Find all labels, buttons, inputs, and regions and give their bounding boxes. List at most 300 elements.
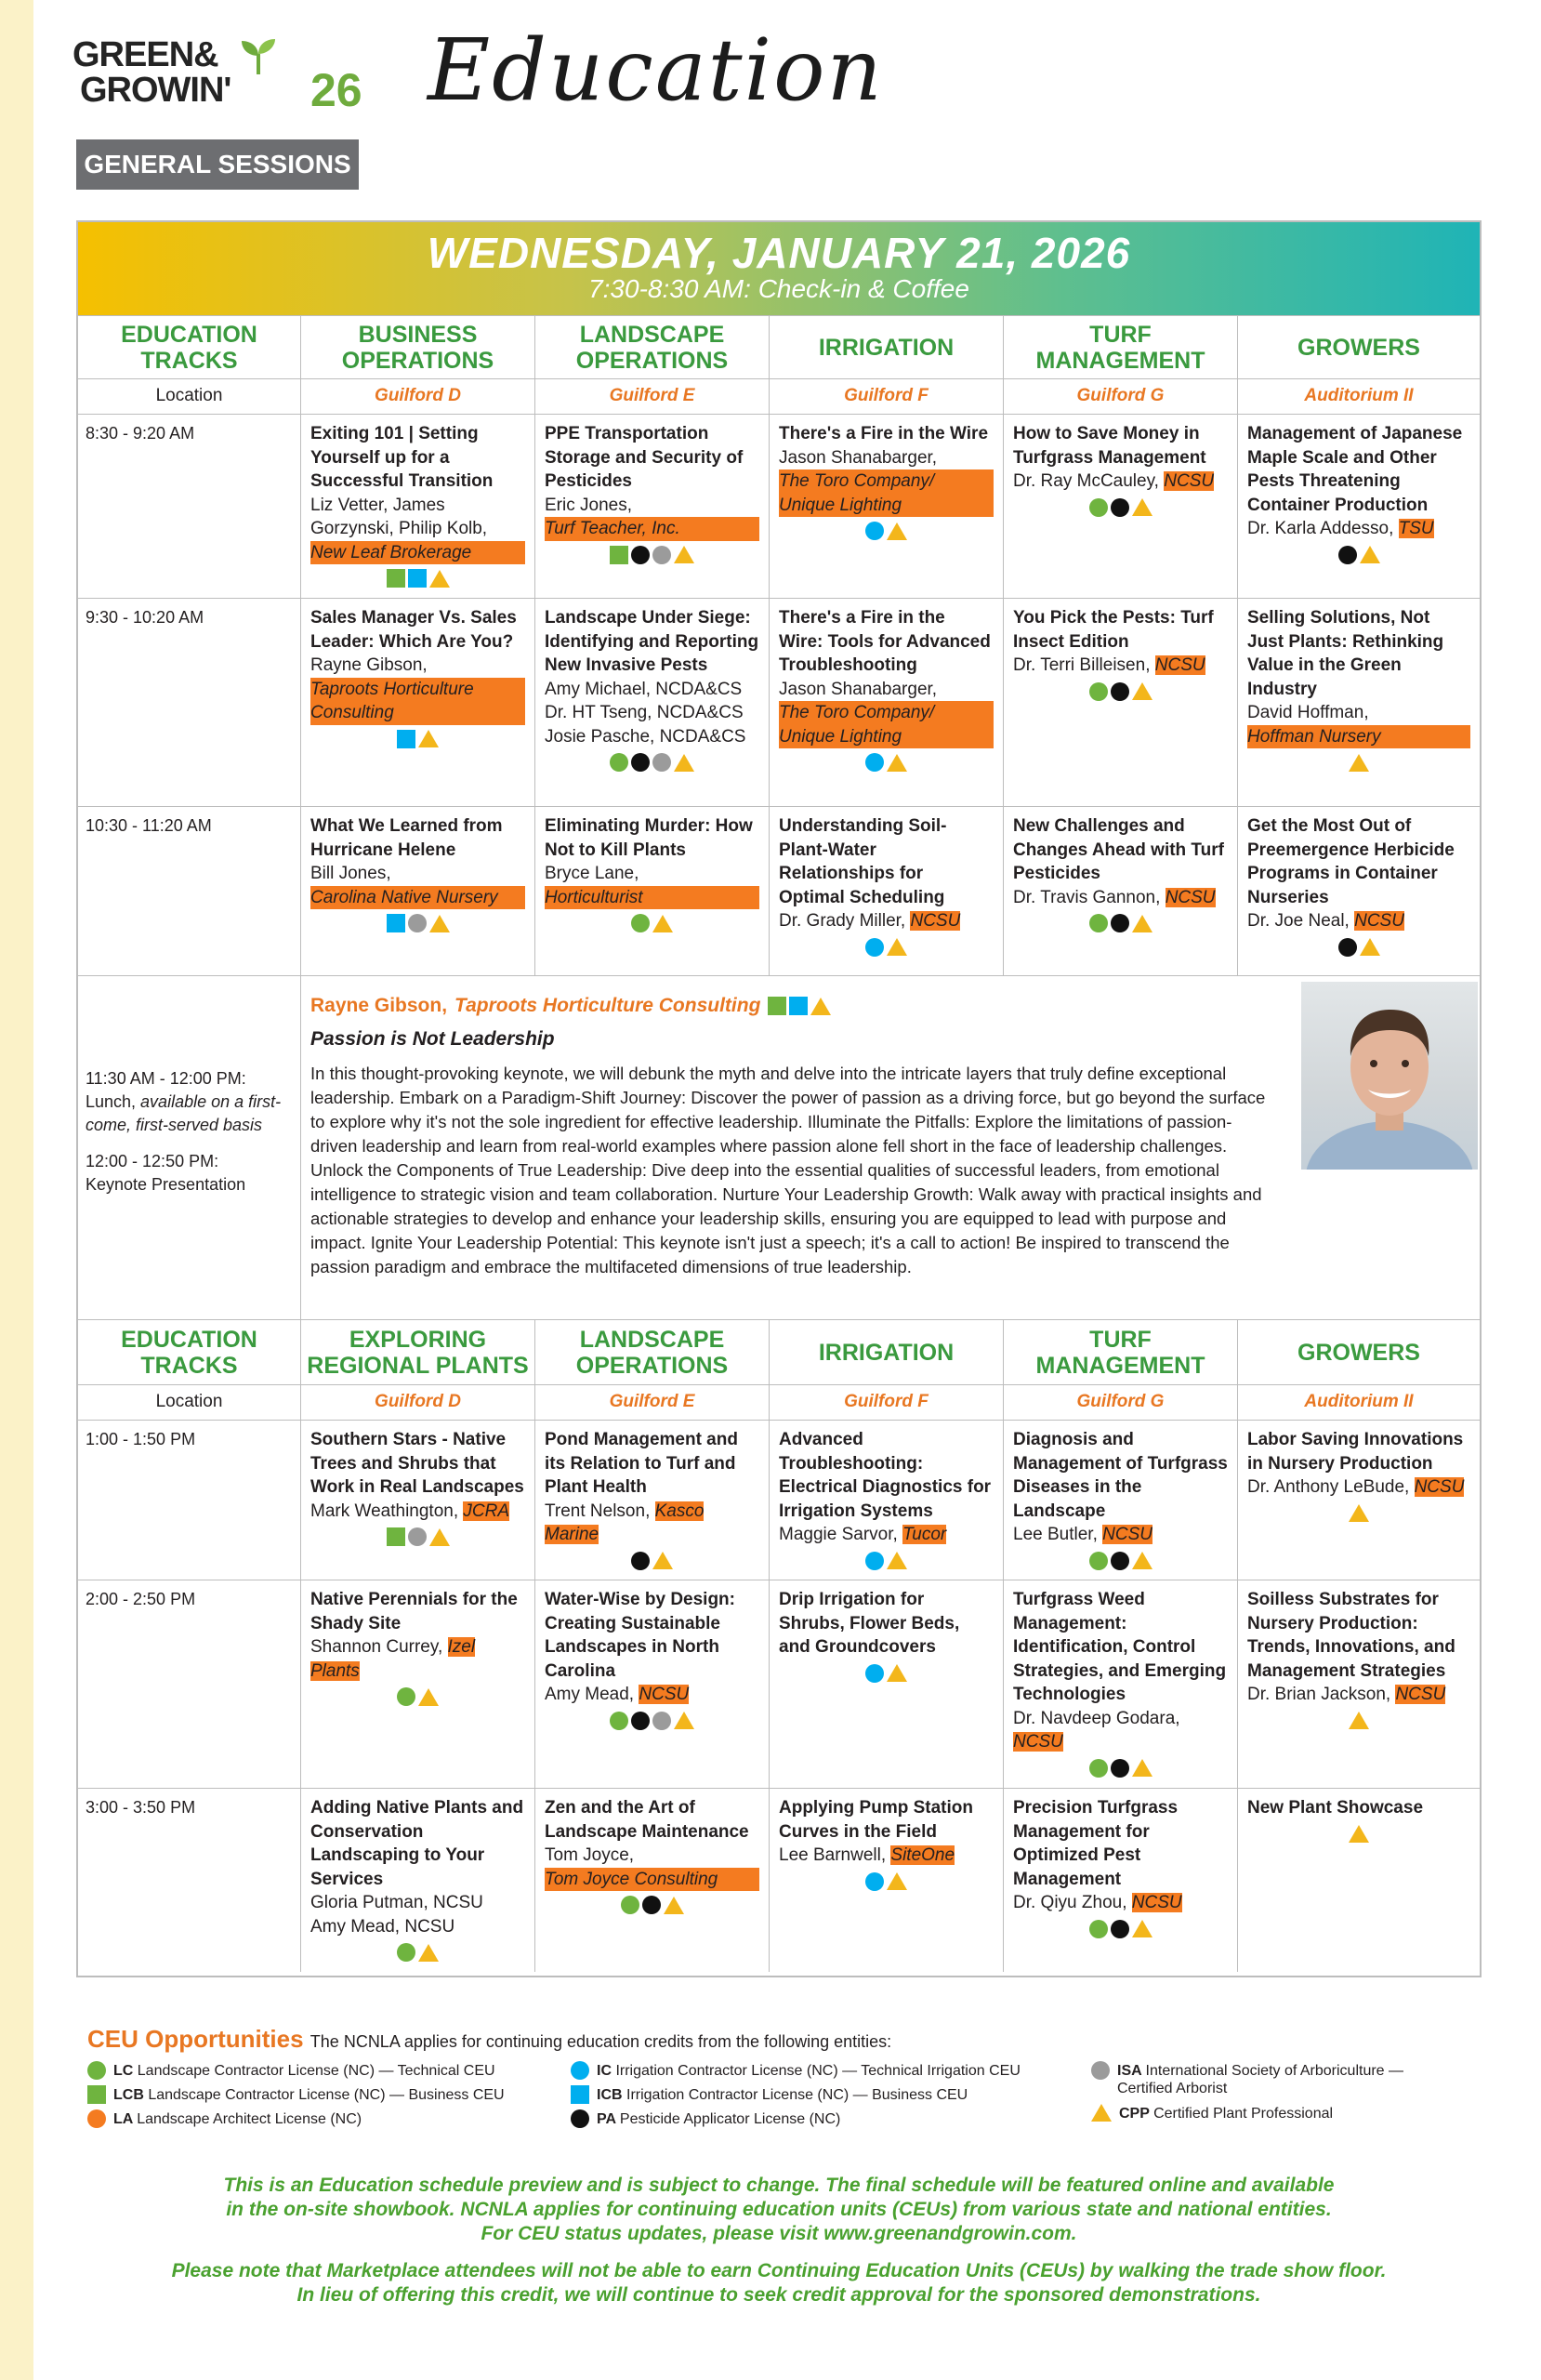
ceu-icons [1013,497,1228,518]
ceu-icons [1013,913,1228,933]
circle-icon [865,1664,884,1683]
track-header: TURF MANAGEMENT [1004,1320,1238,1384]
session-speaker: Lee Butler, NCSU [1013,1525,1152,1544]
session-cell[interactable] [1004,599,1238,806]
legend-item [87,2062,495,2080]
ceu-icons [310,1527,525,1547]
ceu-icons [545,1711,759,1731]
session-org: SiteOne [890,1845,955,1865]
session-org: NCSU [1102,1525,1152,1544]
circle-icon [1089,1759,1108,1778]
triangle-icon [674,754,694,772]
session-org: Tucor [902,1525,947,1544]
keynote-speaker-name: Rayne Gibson, [310,995,448,1016]
track-header: EXPLORING REGIONAL PLANTS [301,1320,535,1384]
session-org: NCSU [1013,1732,1063,1752]
general-sessions-badge: GENERAL SESSIONS [76,139,359,190]
track-header: LANDSCAPE OPERATIONS [535,1320,770,1384]
legend-label: ISA International Society of Arboriculture — Certified Arborist [1117,2063,1404,2096]
session-speaker: Amy Michael, NCDA&CS [545,679,743,699]
square-icon [408,569,427,588]
triangle-icon [418,1944,439,1962]
session-speaker: Dr. Qiyu Zhou, NCSU [1013,1893,1182,1912]
legend-item [87,2110,362,2128]
legend-item [1091,2062,1463,2097]
keynote-row [78,975,1480,1319]
ceu-icons [1013,681,1228,702]
session-org: Kasco Marine [545,1501,705,1544]
triangle-icon [652,1552,673,1569]
triangle-icon [1349,1504,1369,1522]
triangle-icon [1360,938,1380,956]
session-cell[interactable] [1238,807,1480,975]
session-speaker: Amy Mead, NCSU [545,1685,690,1704]
session-title: Turfgrass Weed Management: Identification, Control Strategies, and Emerging Technologies [1013,1590,1227,1704]
session-speaker: Tom Joyce, [545,1845,635,1865]
ceu-icons [310,568,525,588]
location-cell: Guilford E [535,1385,770,1420]
triangle-icon [887,754,907,772]
session-speaker: Jason Shanabarger, [779,447,938,468]
session-org: TSU [1398,519,1434,538]
circle-icon [631,1712,650,1730]
session-title: New Challenges and Changes Ahead with Turf Pesticides [1013,816,1224,883]
session-speaker: Liz Vetter, James Gorzynski, Philip Kolb, [310,495,488,538]
session-cell[interactable] [770,415,1004,598]
session-org: Tom Joyce Consulting [545,1868,759,1892]
session-title: Diagnosis and Management of Turfgrass Diseases in the Landscape [1013,1430,1228,1521]
ceu-icons [779,1551,994,1571]
circle-icon [642,1896,661,1914]
legend-label: LCB Landscape Contractor License (NC) — Business CEU [113,2087,505,2103]
track-header: BUSINESS OPERATIONS [301,316,535,378]
time-cell: 9:30 - 10:20 AM [78,599,301,806]
location-cell: Location [78,379,301,414]
circle-icon [1089,682,1108,701]
session-speaker: Trent Nelson, Kasco Marine [545,1501,705,1544]
legend-item [571,2062,1021,2080]
keynote-speaker [310,995,1231,1017]
track-header: EDUCATION TRACKS [78,316,301,378]
session-cell[interactable] [301,807,535,975]
square-icon [397,730,415,748]
session-cell[interactable] [770,599,1004,806]
keynote-times [78,976,301,1319]
legend-code: CPP [1119,2106,1154,2122]
session-title: How to Save Money in Turfgrass Management [1013,424,1206,468]
session-title: Precision Turfgrass Management for Optimized Pest Management [1013,1798,1179,1889]
session-speaker: Mark Weathington, JCRA [310,1501,510,1521]
ceu-icons [1013,1919,1228,1939]
circle-icon [631,1552,650,1570]
circle-icon [1111,1920,1129,1938]
ceu-icons [545,752,759,773]
green-growin-logo [72,37,389,121]
circle-icon [1089,498,1108,517]
session-title: New Plant Showcase [1247,1798,1424,1818]
triangle-icon [1091,2104,1112,2122]
circle-icon [652,753,671,772]
date-heading: WEDNESDAY, JANUARY 21, 2026 [427,229,1131,277]
session-speaker: Dr. Anthony LeBude, NCSU [1247,1477,1465,1497]
header-row [78,1319,1480,1384]
session-row [78,1788,1480,1972]
legend-label: LC Landscape Contractor License (NC) — Technical CEU [113,2063,495,2079]
circle-icon [1089,1920,1108,1938]
session-cell[interactable] [301,1580,535,1788]
triangle-icon [418,730,439,747]
location-cell: Auditorium II [1304,386,1414,405]
ceu-icons [545,1551,759,1571]
ceu-icons [310,1942,525,1963]
speaker-portrait [1301,982,1478,1170]
circle-icon [621,1896,639,1914]
triangle-icon [887,1664,907,1682]
circle-icon [1111,914,1129,932]
triangle-icon [664,1897,684,1914]
legend-code: IC [597,2063,616,2079]
session-title: Sales Manager Vs. Sales Leader: Which Are You? [310,608,517,652]
session-cell[interactable] [1004,1789,1238,1972]
track-header: LANDSCAPE OPERATIONS [535,316,770,378]
session-cell[interactable] [1238,1789,1480,1972]
triangle-icon [887,1552,907,1569]
ceu-icons [545,545,759,565]
triangle-icon [1349,1712,1369,1729]
ceu-icons [1247,752,1470,773]
session-org: NCSU [1165,887,1216,907]
session-org: NCSU [1354,911,1404,931]
session-cell[interactable] [535,1789,770,1972]
session-title: There's a Fire in the Wire [779,424,989,443]
circle-icon [865,753,884,772]
session-title: Management of Japanese Maple Scale and Other Pests Threatening Container Production [1247,424,1463,515]
logo-line-2: GROWIN' [80,71,231,110]
session-cell[interactable] [535,807,770,975]
session-speaker: Dr. Travis Gannon, NCSU [1013,887,1216,907]
ceu-icons [545,913,759,933]
note-line: For CEU status updates, please visit www.greenandgrowin.com. [481,2223,1077,2244]
ceu-icons [1247,937,1470,958]
session-cell[interactable] [770,807,1004,975]
legend-code: LA [113,2111,138,2127]
session-org: NCSU [1414,1477,1465,1497]
keynote-time: 12:00 - 12:50 PM: [86,1152,219,1170]
session-speaker: Lee Barnwell, SiteOne [779,1845,955,1865]
session-row [78,1420,1480,1580]
session-cell[interactable] [1004,1421,1238,1580]
session-org: NCSU [1131,1893,1182,1912]
session-row [78,806,1480,975]
triangle-icon [887,522,907,540]
circle-icon [1338,546,1357,564]
session-cell[interactable] [770,1580,1004,1788]
session-speaker: Dr. Ray McCauley, NCSU [1013,471,1215,491]
note-line: in the on-site showbook. NCNLA applies for continuing education units (CEUs) from various state and national entities. [226,2199,1332,2220]
session-title: Soilless Substrates for Nursery Production: Trends, Innovations, and Management Strategies [1247,1590,1455,1681]
session-row [78,1580,1480,1788]
circle-icon [571,2061,589,2080]
session-cell[interactable] [535,599,770,806]
session-org: JCRA [463,1501,510,1521]
session-title: Understanding Soil-Plant-Water Relationships for Optimal Scheduling [779,816,947,907]
note-line: This is an Education schedule preview and is subject to change. The final schedule will be featured online and available [223,2175,1335,2196]
header-row [78,315,1480,378]
ceu-icons [1013,1551,1228,1571]
keynote-title: Passion is Not Leadership [310,1028,555,1050]
session-org: Carolina Native Nursery [310,886,525,910]
session-cell[interactable] [1004,807,1238,975]
circle-icon [865,938,884,957]
track-header: IRRIGATION [770,1320,1004,1384]
lunch-note: available on a first-come, first-served basis [86,1092,282,1134]
session-cell[interactable] [301,415,535,598]
session-speaker: Dr. Karla Addesso, TSU [1247,519,1434,538]
session-speaker: Amy Mead, NCSU [310,1916,455,1937]
legend-item [571,2086,968,2104]
session-speaker: Jason Shanabarger, [779,679,938,699]
session-org: NCSU [639,1685,690,1704]
time-cell: 2:00 - 2:50 PM [78,1580,301,1788]
preview-note [76,2174,1482,2246]
session-title: Exiting 101 | Setting Yourself up for a Successful Transition [310,424,494,491]
time-cell: 3:00 - 3:50 PM [78,1789,301,1972]
session-title: Water-Wise by Design: Creating Sustainable Landscapes in North Carolina [545,1590,735,1681]
track-header: TURF MANAGEMENT [1004,316,1238,378]
session-title: Pond Management and its Relation to Turf and Plant Health [545,1430,738,1497]
session-speaker: Dr. Navdeep Godara, NCSU [1013,1708,1180,1752]
legend-code: PA [597,2111,620,2127]
location-cell: Guilford D [301,1385,535,1420]
triangle-icon [810,998,831,1015]
session-title: Labor Saving Innovations in Nursery Production [1247,1430,1464,1474]
square-icon [387,569,405,588]
location-cell: Guilford F [770,379,1004,414]
ceu-icons [1247,1824,1470,1844]
session-title: Selling Solutions, Not Just Plants: Rethinking Value in the Green Industry [1247,608,1444,699]
circle-icon [397,1687,415,1706]
session-org: New Leaf Brokerage [310,541,525,565]
circle-icon [1111,1552,1129,1570]
session-row [78,598,1480,806]
session-title: You Pick the Pests: Turf Insect Edition [1013,608,1214,652]
keynote-content [301,976,1266,1319]
session-title: Native Perennials for the Shady Site [310,1590,518,1633]
session-title: Southern Stars - Native Trees and Shrubs that Work in Real Landscapes [310,1430,524,1497]
circle-icon [865,1552,884,1570]
session-title: Drip Irrigation for Shrubs, Flower Beds, and Groundcovers [779,1590,960,1657]
time-cell: 10:30 - 11:20 AM [78,807,301,975]
circle-icon [408,914,427,932]
circle-icon [1338,938,1357,957]
circle-icon [865,522,884,540]
session-cell[interactable] [301,1789,535,1972]
sprout-icon [238,37,279,74]
location-cell: Guilford G [1004,379,1238,414]
checkin-text: 7:30-8:30 AM: Check-in & Coffee [588,274,969,303]
circle-icon [87,2109,106,2128]
ceu-icons [779,1663,994,1684]
session-org: NCSU [910,911,961,931]
session-cell[interactable] [535,415,770,598]
triangle-icon [429,1528,450,1546]
track-header: GROWERS [1297,1339,1420,1366]
square-icon [87,2085,106,2104]
ceu-icons [779,521,994,541]
session-cell[interactable] [301,1421,535,1580]
session-speaker: Dr. Brian Jackson, NCSU [1247,1685,1446,1704]
session-title: Eliminating Murder: How Not to Kill Plants [545,816,753,860]
session-speaker: Shannon Currey, Izel Plants [310,1637,476,1681]
date-banner [78,222,1480,315]
triangle-icon [887,1872,907,1890]
ceu-icons [310,729,525,749]
legend-code: ISA [1117,2063,1146,2079]
ceu-icons [1247,545,1470,565]
circle-icon [631,914,650,932]
ceu-heading [87,2025,1482,2054]
session-cell[interactable] [770,1421,1004,1580]
ceu-title: CEU Opportunities [87,2025,304,2053]
location-cell: Guilford F [770,1385,1004,1420]
location-cell: Location [78,1385,301,1420]
session-speaker: Bill Jones, [310,864,391,883]
session-title: PPE Transportation Storage and Security of Pesticides [545,424,744,491]
triangle-icon [1132,915,1152,932]
keynote-description: In this thought-provoking keynote, we will debunk the myth and delve into the intricate layers that truly define exceptional leadership. Embark on a Paradigm-Shift Journey: Discover the power of passion as a driving force, but go beyond the surface to explore why it's not the sole ingredient for effective leadership. Illuminate the Pitfalls: Explore the limitations of passion-driven leadership and learn from real-world examples where passion alone fell short in the face of leadership challenges. Unlock the Components of True Leadership: Dive deep into the essential qualities of successful leaders, from emotional intelligence to strategic vision and team collaboration. Nurture Your Leadership Growth: Walk away with practical insights and actionable strategies to develop and enhance your leadership skills, ensuring you are equipped to lead with purpose and impact. Ignite Your Leadership Potential: This keynote isn't just a speech; it's a call to action! Be inspired to transcend the passion paradigm and embrace the multifaceted dimensions of true leadership. [310,1064,1266,1276]
track-header: IRRIGATION [770,316,1004,378]
session-speaker: Maggie Sarvor, Tucor [779,1525,947,1544]
legend-label: CPP Certified Plant Professional [1119,2106,1334,2122]
session-speaker: Gloria Putman, NCSU [310,1893,483,1912]
legend-item [571,2110,840,2128]
time-cell: 1:00 - 1:50 PM [78,1421,301,1580]
legend-label: PA Pesticide Applicator License (NC) [597,2111,841,2127]
legend-label: ICB Irrigation Contractor License (NC) — Business CEU [597,2087,968,2103]
session-row [78,414,1480,598]
session-org: NCSU [1395,1685,1446,1704]
ceu-icons [1247,1503,1470,1524]
session-cell[interactable] [535,1580,770,1788]
location-cell: Guilford D [301,379,535,414]
ceu-section [87,2025,1482,2127]
circle-icon [1111,1759,1129,1778]
session-org: Turf Teacher, Inc. [545,517,759,541]
track-header: GROWERS [1297,334,1420,361]
speaker-photo [1301,982,1478,1170]
session-title: Landscape Under Siege: Identifying and Reporting New Invasive Pests [545,608,759,675]
ceu-icons [779,937,994,958]
legend-code: ICB [597,2087,626,2103]
ceu-icons [310,1686,525,1707]
circle-icon [865,1872,884,1891]
session-cell[interactable] [770,1789,1004,1972]
session-title: Zen and the Art of Landscape Maintenance [545,1798,749,1842]
triangle-icon [1349,754,1369,772]
session-cell[interactable] [1004,415,1238,598]
note-line: In lieu of offering this credit, we will continue to seek credit approval for the sponsored demonstrations. [296,2284,1261,2306]
square-icon [387,1527,405,1546]
session-cell[interactable] [1238,1421,1480,1580]
session-cell[interactable] [535,1421,770,1580]
triangle-icon [1349,1825,1369,1843]
triangle-icon [1132,498,1152,516]
session-cell[interactable] [1238,599,1480,806]
session-title: Advanced Troubleshooting: Electrical Diagnostics for Irrigation Systems [779,1430,992,1521]
location-row [78,1384,1480,1420]
time-cell: 8:30 - 9:20 AM [78,415,301,598]
session-cell[interactable] [1004,1580,1238,1788]
lunch-time: 11:30 AM - 12:00 PM: [86,1069,246,1088]
ceu-icons [768,996,831,1016]
ceu-icons [1013,1758,1228,1778]
session-title: There's a Fire in the Wire: Tools for Advanced Troubleshooting [779,608,991,675]
circle-icon [571,2109,589,2128]
circle-icon [652,546,671,564]
session-org: NCSU [1164,471,1215,491]
session-speaker: Rayne Gibson, [310,655,428,675]
legend-label: LA Landscape Architect License (NC) [113,2111,362,2127]
lunch-label: Lunch, available on a first-come, first-served basis [86,1092,282,1134]
session-title: Applying Pump Station Curves in the Field [779,1798,973,1842]
square-icon [789,997,808,1015]
triangle-icon [429,570,450,588]
circle-icon [610,753,628,772]
session-org: Taproots Horticulture Consulting [310,678,525,725]
square-icon [387,914,405,932]
session-cell[interactable] [1238,415,1480,598]
session-speaker: Bryce Lane, [545,864,639,883]
triangle-icon [674,546,694,563]
circle-icon [1089,1552,1108,1570]
triangle-icon [418,1688,439,1706]
legend-label: IC Irrigation Contractor License (NC) — Technical Irrigation CEU [597,2063,1021,2079]
session-org: NCSU [1154,655,1205,675]
logo-year: 26 [310,64,362,116]
legend-code: LC [113,2063,138,2079]
location-cell: Guilford E [535,379,770,414]
ceu-intro: The NCNLA applies for continuing education credits from the following entities: [310,2032,892,2051]
session-speaker: Dr. Terri Billeisen, NCSU [1013,655,1205,675]
session-org: Horticulturist [545,886,759,910]
circle-icon [1091,2061,1110,2080]
keynote-label: Keynote Presentation [86,1175,246,1194]
session-org: Hoffman Nursery [1247,725,1470,749]
education-script-title: Education [428,20,884,120]
session-cell[interactable] [301,599,535,806]
circle-icon [652,1712,671,1730]
circle-icon [1111,498,1129,517]
location-cell: Guilford G [1004,1385,1238,1420]
session-title: Get the Most Out of Preemergence Herbicide Programs in Container Nurseries [1247,816,1455,907]
note-line: Please note that Marketplace attendees will not be able to earn Continuing Education Units (CEUs) by walking the trade show floor. [171,2260,1387,2281]
triangle-icon [1132,682,1152,700]
session-cell[interactable] [1238,1580,1480,1788]
triangle-icon [1360,546,1380,563]
logo-line-1: GREEN& [72,35,218,74]
circle-icon [408,1527,427,1546]
session-title: Adding Native Plants and Conservation Landscaping to Your Services [310,1798,524,1889]
triangle-icon [1132,1920,1152,1937]
triangle-icon [1132,1552,1152,1569]
schedule-table [76,220,1482,1977]
session-speaker: Dr. Grady Miller, NCSU [779,911,961,931]
triangle-icon [652,915,673,932]
keynote-company: Taproots Horticulture Consulting [454,995,761,1016]
session-speaker: Dr. Joe Neal, NCSU [1247,911,1404,931]
circle-icon [1089,914,1108,932]
circle-icon [1111,682,1129,701]
